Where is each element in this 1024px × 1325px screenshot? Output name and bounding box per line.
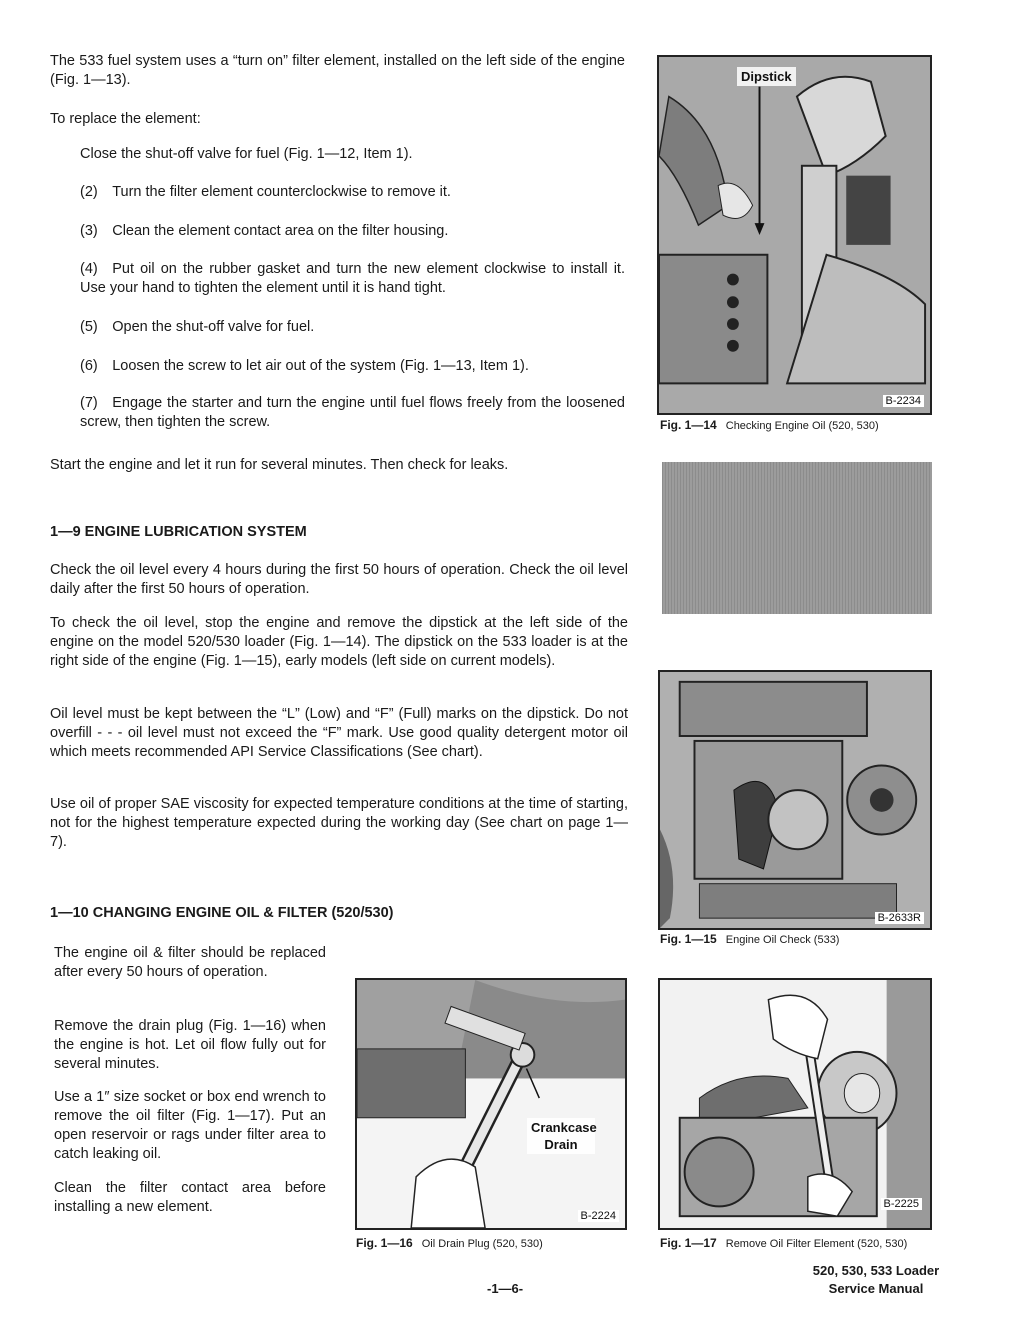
figure-1-16-photo <box>355 978 627 1230</box>
figure-1-16-title: Oil Drain Plug (520, 530) <box>421 1238 543 1250</box>
figure-1-14-number: Fig. 1—14 <box>660 418 717 432</box>
step-5: (5) Open the shut-off valve for fuel. <box>80 319 315 335</box>
engine-533-illustration <box>660 672 930 928</box>
figure-1-16-code: B-2224 <box>578 1210 619 1222</box>
page-number: -1—6- <box>487 1281 524 1296</box>
manual-title-line-2: Service Manual <box>828 1281 924 1296</box>
figure-1-17-photo <box>658 978 932 1230</box>
step-4: (4) Put oil on the rubber gasket and turn the new element clockwise to install it. Use your hand to tighten the element until it is hand tight. <box>80 261 625 296</box>
intro-paragraph: The 533 fuel system uses a “turn on” filter element, installed on the left side of the engine (Fig. 1—13). <box>50 53 625 88</box>
section-10-paragraph-3: Use a 1″ size socket or box end wrench to remove the oil filter (Fig. 1—17). Put an open reservoir or rags under filter area to catch leaking oil. <box>54 1089 326 1162</box>
start-engine-paragraph: Start the engine and let it run for several minutes. Then check for leaks. <box>50 457 509 473</box>
figure-1-15-photo <box>658 670 932 930</box>
figure-1-16-caption <box>356 1236 543 1250</box>
figure-1-17-title: Remove Oil Filter Element (520, 530) <box>725 1238 908 1250</box>
section-10-paragraph-2: Remove the drain plug (Fig. 1—16) when the engine is hot. Let oil flow fully out for several minutes. <box>54 1018 326 1072</box>
manual-title <box>806 1262 946 1298</box>
section-10-heading: 1—10 CHANGING ENGINE OIL & FILTER (520/530) <box>50 905 394 921</box>
figure-1-14-photo <box>657 55 932 415</box>
intro-subheading: To replace the element: <box>50 111 201 127</box>
crankcase-drain-label: Crankcase Drain <box>527 1118 595 1154</box>
oil-filter-illustration <box>660 980 930 1228</box>
figure-1-17-code: B-2225 <box>881 1198 922 1210</box>
engine-dipstick-illustration <box>659 57 930 413</box>
figure-1-16-number: Fig. 1—16 <box>356 1236 413 1250</box>
manual-title-line-1: 520, 530, 533 Loader <box>812 1263 940 1278</box>
section-9-paragraph-4: Use oil of proper SAE viscosity for expected temperature conditions at the time of starting, not for the highest temperature expected during the working day (See chart on page 1—7). <box>50 796 628 850</box>
figure-1-15-number: Fig. 1—15 <box>660 932 717 946</box>
blank-figure-placeholder <box>662 462 932 614</box>
step-6: (6) Loosen the screw to let air out of the system (Fig. 1—13, Item 1). <box>80 358 529 374</box>
step-7: (7) Engage the starter and turn the engine until fuel flows freely from the loosened screw, then tighten the screw. <box>80 395 625 430</box>
section-10-paragraph-1: The engine oil & filter should be replaced after every 50 hours of operation. <box>54 945 326 980</box>
figure-1-17-caption <box>660 1236 907 1250</box>
figure-1-15-title: Engine Oil Check (533) <box>725 934 840 946</box>
step-1: Close the shut-off valve for fuel (Fig. 1—12, Item 1). <box>80 146 413 162</box>
figure-1-14-title: Checking Engine Oil (520, 530) <box>725 420 879 432</box>
figure-1-17-number: Fig. 1—17 <box>660 1236 717 1250</box>
section-9-paragraph-3: Oil level must be kept between the “L” (Low) and “F” (Full) marks on the dipstick. Do not overfill - - - oil level must not exceed the “F” mark. Use good quality detergent motor oil which meets recommended API Service Classifications (See chart). <box>50 706 628 760</box>
figure-1-14-caption <box>660 418 879 432</box>
figure-1-14-code: B-2234 <box>883 395 924 407</box>
drain-plug-illustration <box>357 980 625 1228</box>
figure-1-15-caption <box>660 932 839 946</box>
section-9-paragraph-1: Check the oil level every 4 hours during the first 50 hours of operation. Check the oil level daily after the first 50 hours of operation. <box>50 562 628 597</box>
dipstick-label: Dipstick <box>737 67 796 86</box>
section-9-heading: 1—9 ENGINE LUBRICATION SYSTEM <box>50 524 307 540</box>
section-10-paragraph-4: Clean the filter contact area before installing a new element. <box>54 1180 326 1215</box>
section-9-paragraph-2: To check the oil level, stop the engine and remove the dipstick at the left side of the engine on the model 520/530 loader (Fig. 1—14). The dipstick on the 533 loader is at the right side of the engine (Fig. 1—15), early models (left side on current models). <box>50 615 628 669</box>
step-3: (3) Clean the element contact area on the filter housing. <box>80 223 449 239</box>
step-2: (2) Turn the filter element counterclockwise to remove it. <box>80 184 451 200</box>
figure-1-15-code: B-2633R <box>875 912 924 924</box>
